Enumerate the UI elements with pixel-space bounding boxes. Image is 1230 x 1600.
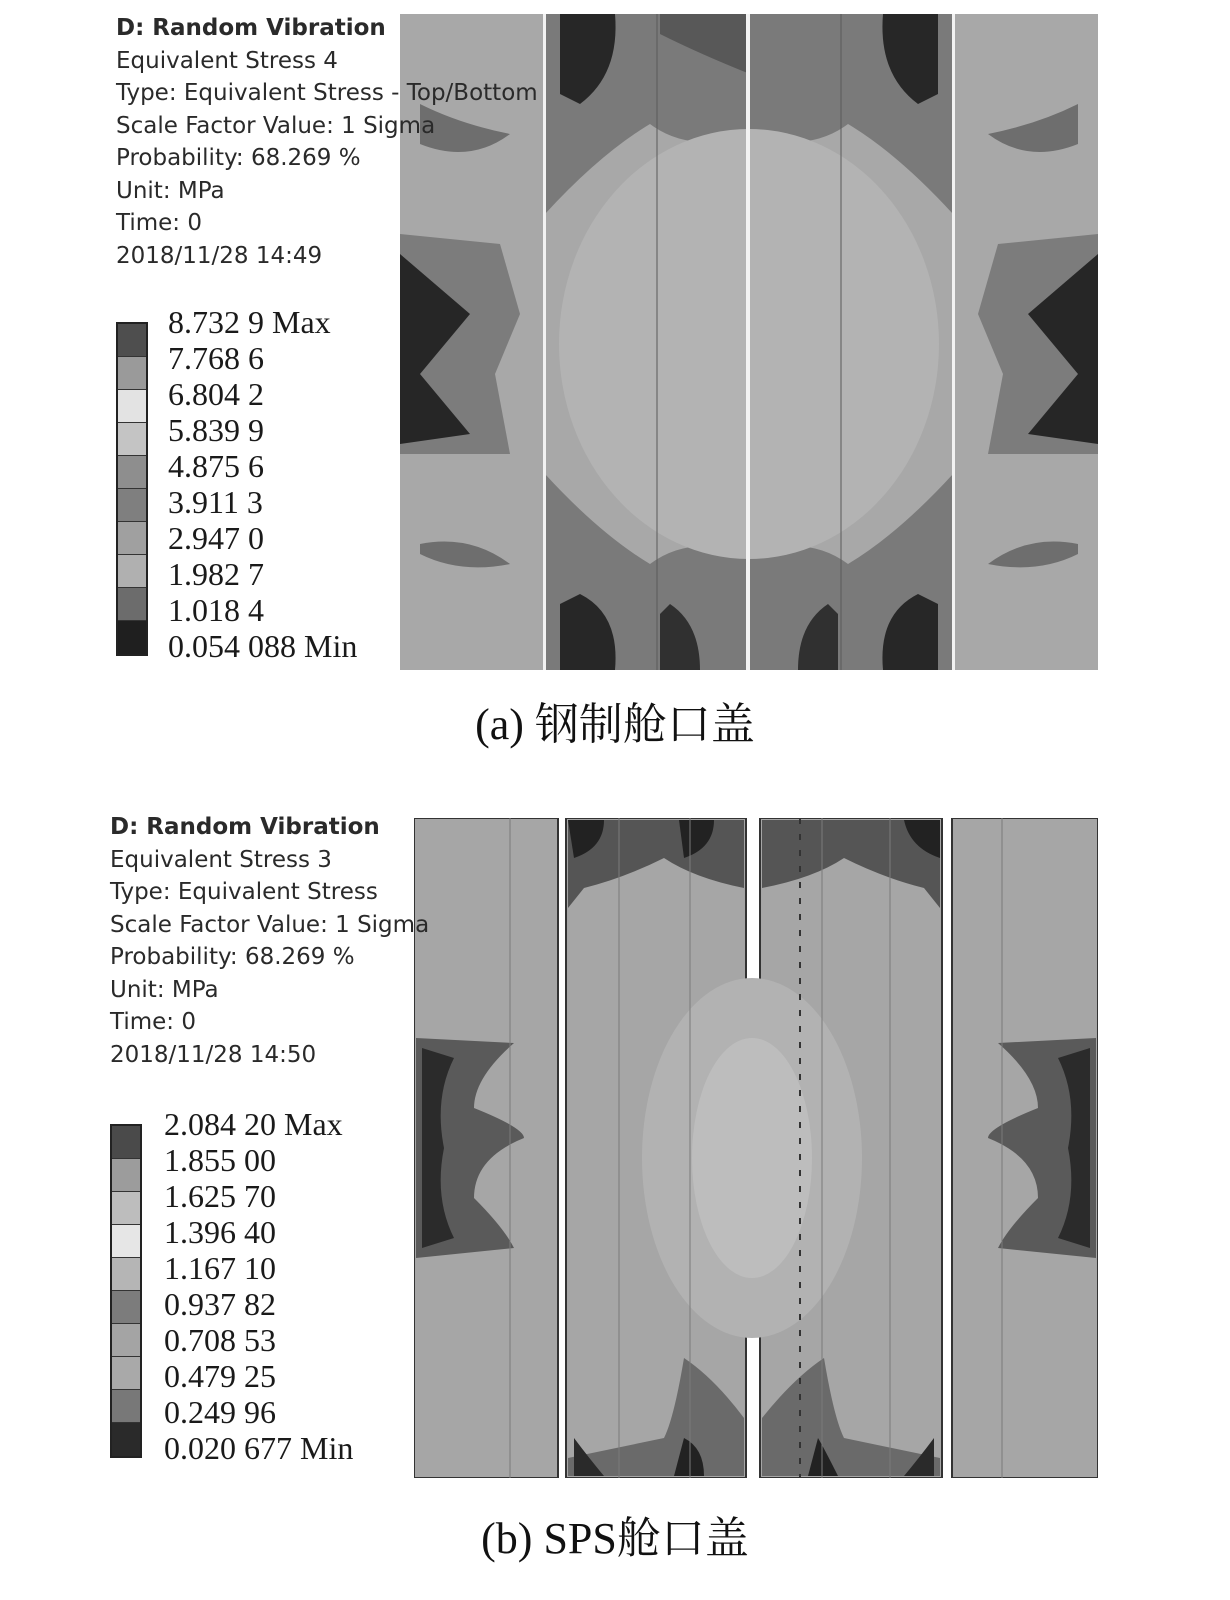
unit: Unit: MPa (110, 976, 219, 1003)
scale-factor: Scale Factor Value: 1 Sigma (116, 112, 436, 139)
legend-label-max: 2.084 20 Max (164, 1106, 343, 1142)
legend-label: 3.911 3 (168, 484, 263, 520)
result-info-block-a (116, 12, 538, 272)
legend-label: 6.804 2 (168, 376, 264, 412)
contour-graphic-b (414, 818, 1098, 1478)
legend-swatch (112, 1159, 140, 1192)
legend-label: 1.167 10 (164, 1250, 276, 1286)
stress-contour-plot-b (414, 818, 1098, 1478)
result-name: Equivalent Stress 3 (110, 846, 332, 873)
result-name: Equivalent Stress 4 (116, 47, 338, 74)
legend-label: 1.018 4 (168, 592, 264, 628)
analysis-title: D: Random Vibration (116, 15, 386, 41)
legend-swatch (112, 1126, 140, 1159)
timestamp: 2018/11/28 14:50 (110, 1041, 317, 1068)
legend-swatch (112, 1390, 140, 1423)
legend-swatch (112, 1357, 140, 1390)
legend-swatch (112, 1258, 140, 1291)
figure-caption-b: (b) SPS舱口盖 (481, 1514, 749, 1563)
legend-label-min: 0.020 677 Min (164, 1430, 354, 1466)
legend-swatch (112, 1192, 140, 1225)
legend-swatch (112, 1225, 140, 1258)
probability: Probability: 68.269 % (110, 944, 355, 970)
legend-label: 0.479 25 (164, 1358, 276, 1394)
legend-label: 2.947 0 (168, 520, 264, 556)
legend-swatch (112, 1423, 140, 1456)
legend-label: 0.708 53 (164, 1322, 276, 1358)
legend-label: 1.855 00 (164, 1142, 276, 1178)
legend-label: 1.396 40 (164, 1214, 276, 1250)
legend-colorbar (110, 1124, 142, 1458)
legend-label: 0.249 96 (164, 1394, 276, 1430)
legend-label: 1.625 70 (164, 1178, 276, 1214)
result-type: Type: Equivalent Stress (110, 879, 378, 905)
legend-label: 0.937 82 (164, 1286, 276, 1322)
analysis-title: D: Random Vibration (110, 814, 380, 840)
timestamp: 2018/11/28 14:49 (116, 242, 323, 269)
legend-label-max: 8.732 9 Max (168, 304, 331, 340)
legend-swatch (112, 1291, 140, 1324)
legend-label: 1.982 7 (168, 556, 264, 592)
result-info-block-b (110, 811, 429, 1071)
figure-caption-a: (a) 钢制舱口盖 (475, 700, 755, 749)
legend-swatch (112, 1324, 140, 1357)
legend-label: 4.875 6 (168, 448, 264, 484)
legend-label: 7.768 6 (168, 340, 264, 376)
time: Time: 0 (116, 210, 202, 236)
legend-label-min: 0.054 088 Min (168, 628, 358, 664)
legend-label: 5.839 9 (168, 412, 264, 448)
result-type: Type: Equivalent Stress - Top/Bottom (116, 80, 538, 106)
unit: Unit: MPa (116, 177, 225, 204)
probability: Probability: 68.269 % (116, 145, 361, 171)
time: Time: 0 (110, 1009, 196, 1035)
scale-factor: Scale Factor Value: 1 Sigma (110, 911, 430, 938)
